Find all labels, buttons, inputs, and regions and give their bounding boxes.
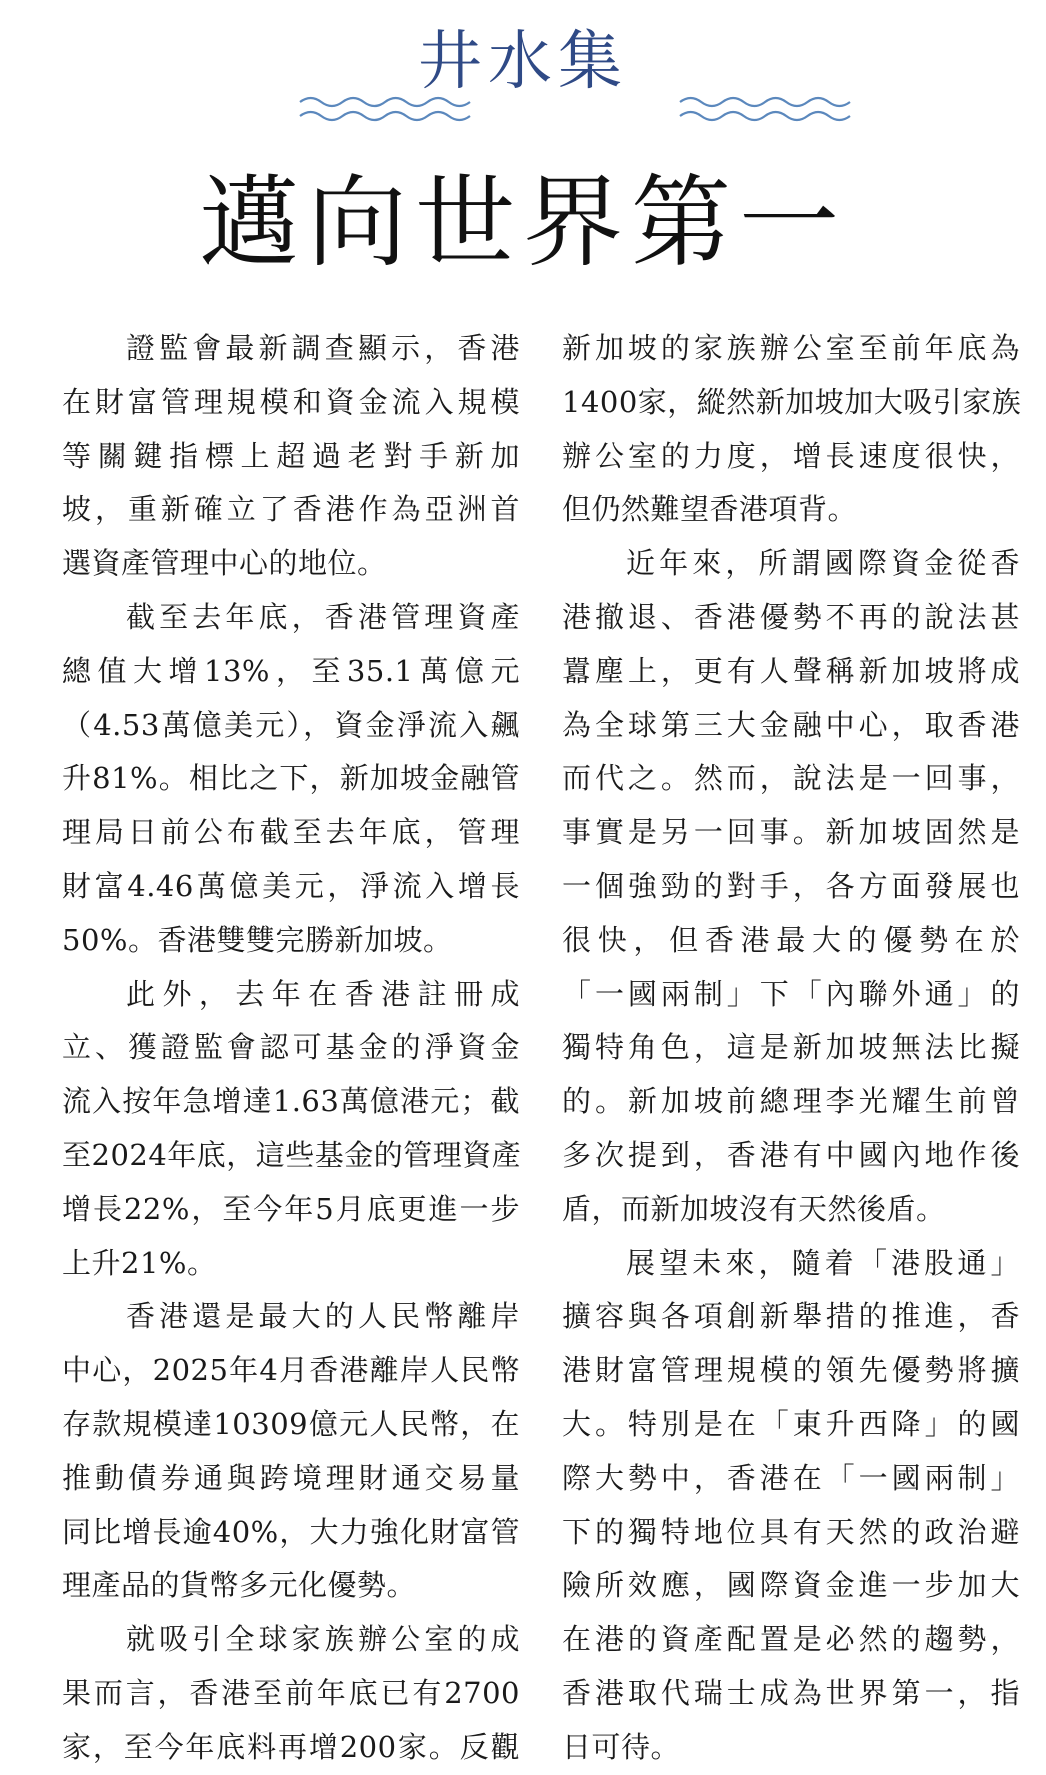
article-text-line: 大。特別是在「東升西降」的國	[562, 1406, 1020, 1441]
article-text-line: 為全球第三大金融中心，取香港	[562, 707, 1020, 742]
article-text-line: 「一國兩制」下「內聯外通」的	[562, 976, 1020, 1011]
article-text-line: 選資產管理中心的地位。	[62, 546, 387, 581]
headline: 邁向世界第一	[199, 164, 847, 281]
article-text-line: 截至去年底，香港管理資產	[126, 599, 520, 634]
article-text-line: 理局日前公布截至去年底，管理	[62, 815, 520, 850]
wave-decoration-right	[680, 92, 850, 126]
article-text-line: 等關鍵指標上超過老對手新加	[62, 438, 520, 473]
article-text-line: 事實是另一回事。新加坡固然是	[562, 815, 1020, 850]
article-text-line: 港財富管理規模的領先優勢將擴	[562, 1353, 1020, 1388]
article-text-line: 盾，而新加坡沒有天然後盾。	[562, 1191, 946, 1226]
article-text-line: 香港還是最大的人民幣離岸	[126, 1299, 520, 1334]
article-text-line: 港撤退、香港優勢不再的說法甚	[562, 599, 1020, 634]
article-text-line: 至2024年底，這些基金的管理資產	[62, 1137, 522, 1172]
article-text-line: 理產品的貨幣多元化優勢。	[62, 1568, 417, 1603]
article-text-line: 日可待。	[562, 1729, 681, 1764]
column-name: 井水集	[418, 25, 628, 99]
article-column-right	[562, 322, 1022, 1764]
article-text-line: 增長22%，至今年5月底更進一步	[62, 1191, 520, 1226]
article-text-line: 在港的資產配置是必然的趨勢，	[562, 1622, 1020, 1657]
article-text-line: 升81%。相比之下，新加坡金融管	[62, 761, 520, 796]
article-text-line: （4.53萬億美元），資金淨流入飆	[62, 707, 520, 742]
article-text-line: 存款規模達10309億元人民幣，在	[62, 1406, 520, 1441]
article-text-line: 推動債券通與跨境理財通交易量	[62, 1460, 520, 1495]
article-text-line: 但仍然難望香港項背。	[562, 492, 858, 527]
wave-decoration-left	[300, 92, 470, 126]
article-text-line: 辦公室的力度，增長速度很快，	[562, 438, 1020, 473]
article-text-line: 囂塵上，更有人聲稱新加坡將成	[562, 653, 1020, 688]
article-text-line: 近年來，所謂國際資金從香	[626, 546, 1020, 581]
article-text-line: 財富4.46萬億美元，淨流入增長	[62, 868, 520, 903]
article-text-line: 坡，重新確立了香港作為亞洲首	[62, 492, 520, 527]
article-text-line: 擴容與各項創新舉措的推進，香	[562, 1299, 1020, 1334]
article-text-line: 流入按年急增達1.63萬億港元；截	[62, 1084, 520, 1119]
article-text-line: 上升21%。	[62, 1245, 217, 1280]
article-text-line: 此外，去年在香港註冊成	[126, 976, 520, 1011]
article-text-line: 險所效應，國際資金進一步加大	[562, 1568, 1020, 1603]
article-text-line: 際大勢中，香港在「一國兩制」	[562, 1460, 1020, 1495]
article-text-line: 的。新加坡前總理李光耀生前曾	[562, 1084, 1020, 1119]
article-text-line: 就吸引全球家族辦公室的成	[126, 1622, 520, 1657]
article-text-line: 在財富管理規模和資金流入規模	[62, 384, 520, 419]
article-text-line: 家，至今年底料再增200家。反觀	[62, 1729, 520, 1764]
article-text-line: 總值大增13%，至35.1萬億元	[62, 653, 520, 688]
article-text-line: 香港取代瑞士成為世界第一，指	[562, 1675, 1020, 1710]
article-text-line: 一個強勁的對手，各方面發展也	[562, 868, 1020, 903]
article-text-line: 同比增長逾40%，大力強化財富管	[62, 1514, 520, 1549]
article-column-left	[62, 322, 522, 1764]
article-text-line: 中心，2025年4月香港離岸人民幣	[62, 1353, 520, 1388]
article-text-line: 獨特角色，這是新加坡無法比擬	[562, 1030, 1020, 1065]
article-text-line: 證監會最新調查顯示，香港	[126, 331, 520, 365]
article-text-line: 下的獨特地位具有天然的政治避	[562, 1514, 1020, 1549]
article-text-line: 展望未來，隨着「港股通」	[626, 1245, 1020, 1280]
article-text-line: 立、獲證監會認可基金的淨資金	[62, 1030, 520, 1065]
article-text-line: 而代之。然而，說法是一回事，	[562, 761, 1020, 796]
article-text-line: 果而言，香港至前年底已有2700	[62, 1675, 520, 1710]
article-text-line: 新加坡的家族辦公室至前年底為	[562, 331, 1020, 365]
article-text-line: 1400家，縱然新加坡加大吸引家族	[562, 384, 1022, 419]
article-text-line: 很快，但香港最大的優勢在於	[562, 922, 1020, 957]
article-text-line: 50%。香港雙雙完勝新加坡。	[62, 922, 453, 957]
article-text-line: 多次提到，香港有中國內地作後	[562, 1137, 1020, 1172]
